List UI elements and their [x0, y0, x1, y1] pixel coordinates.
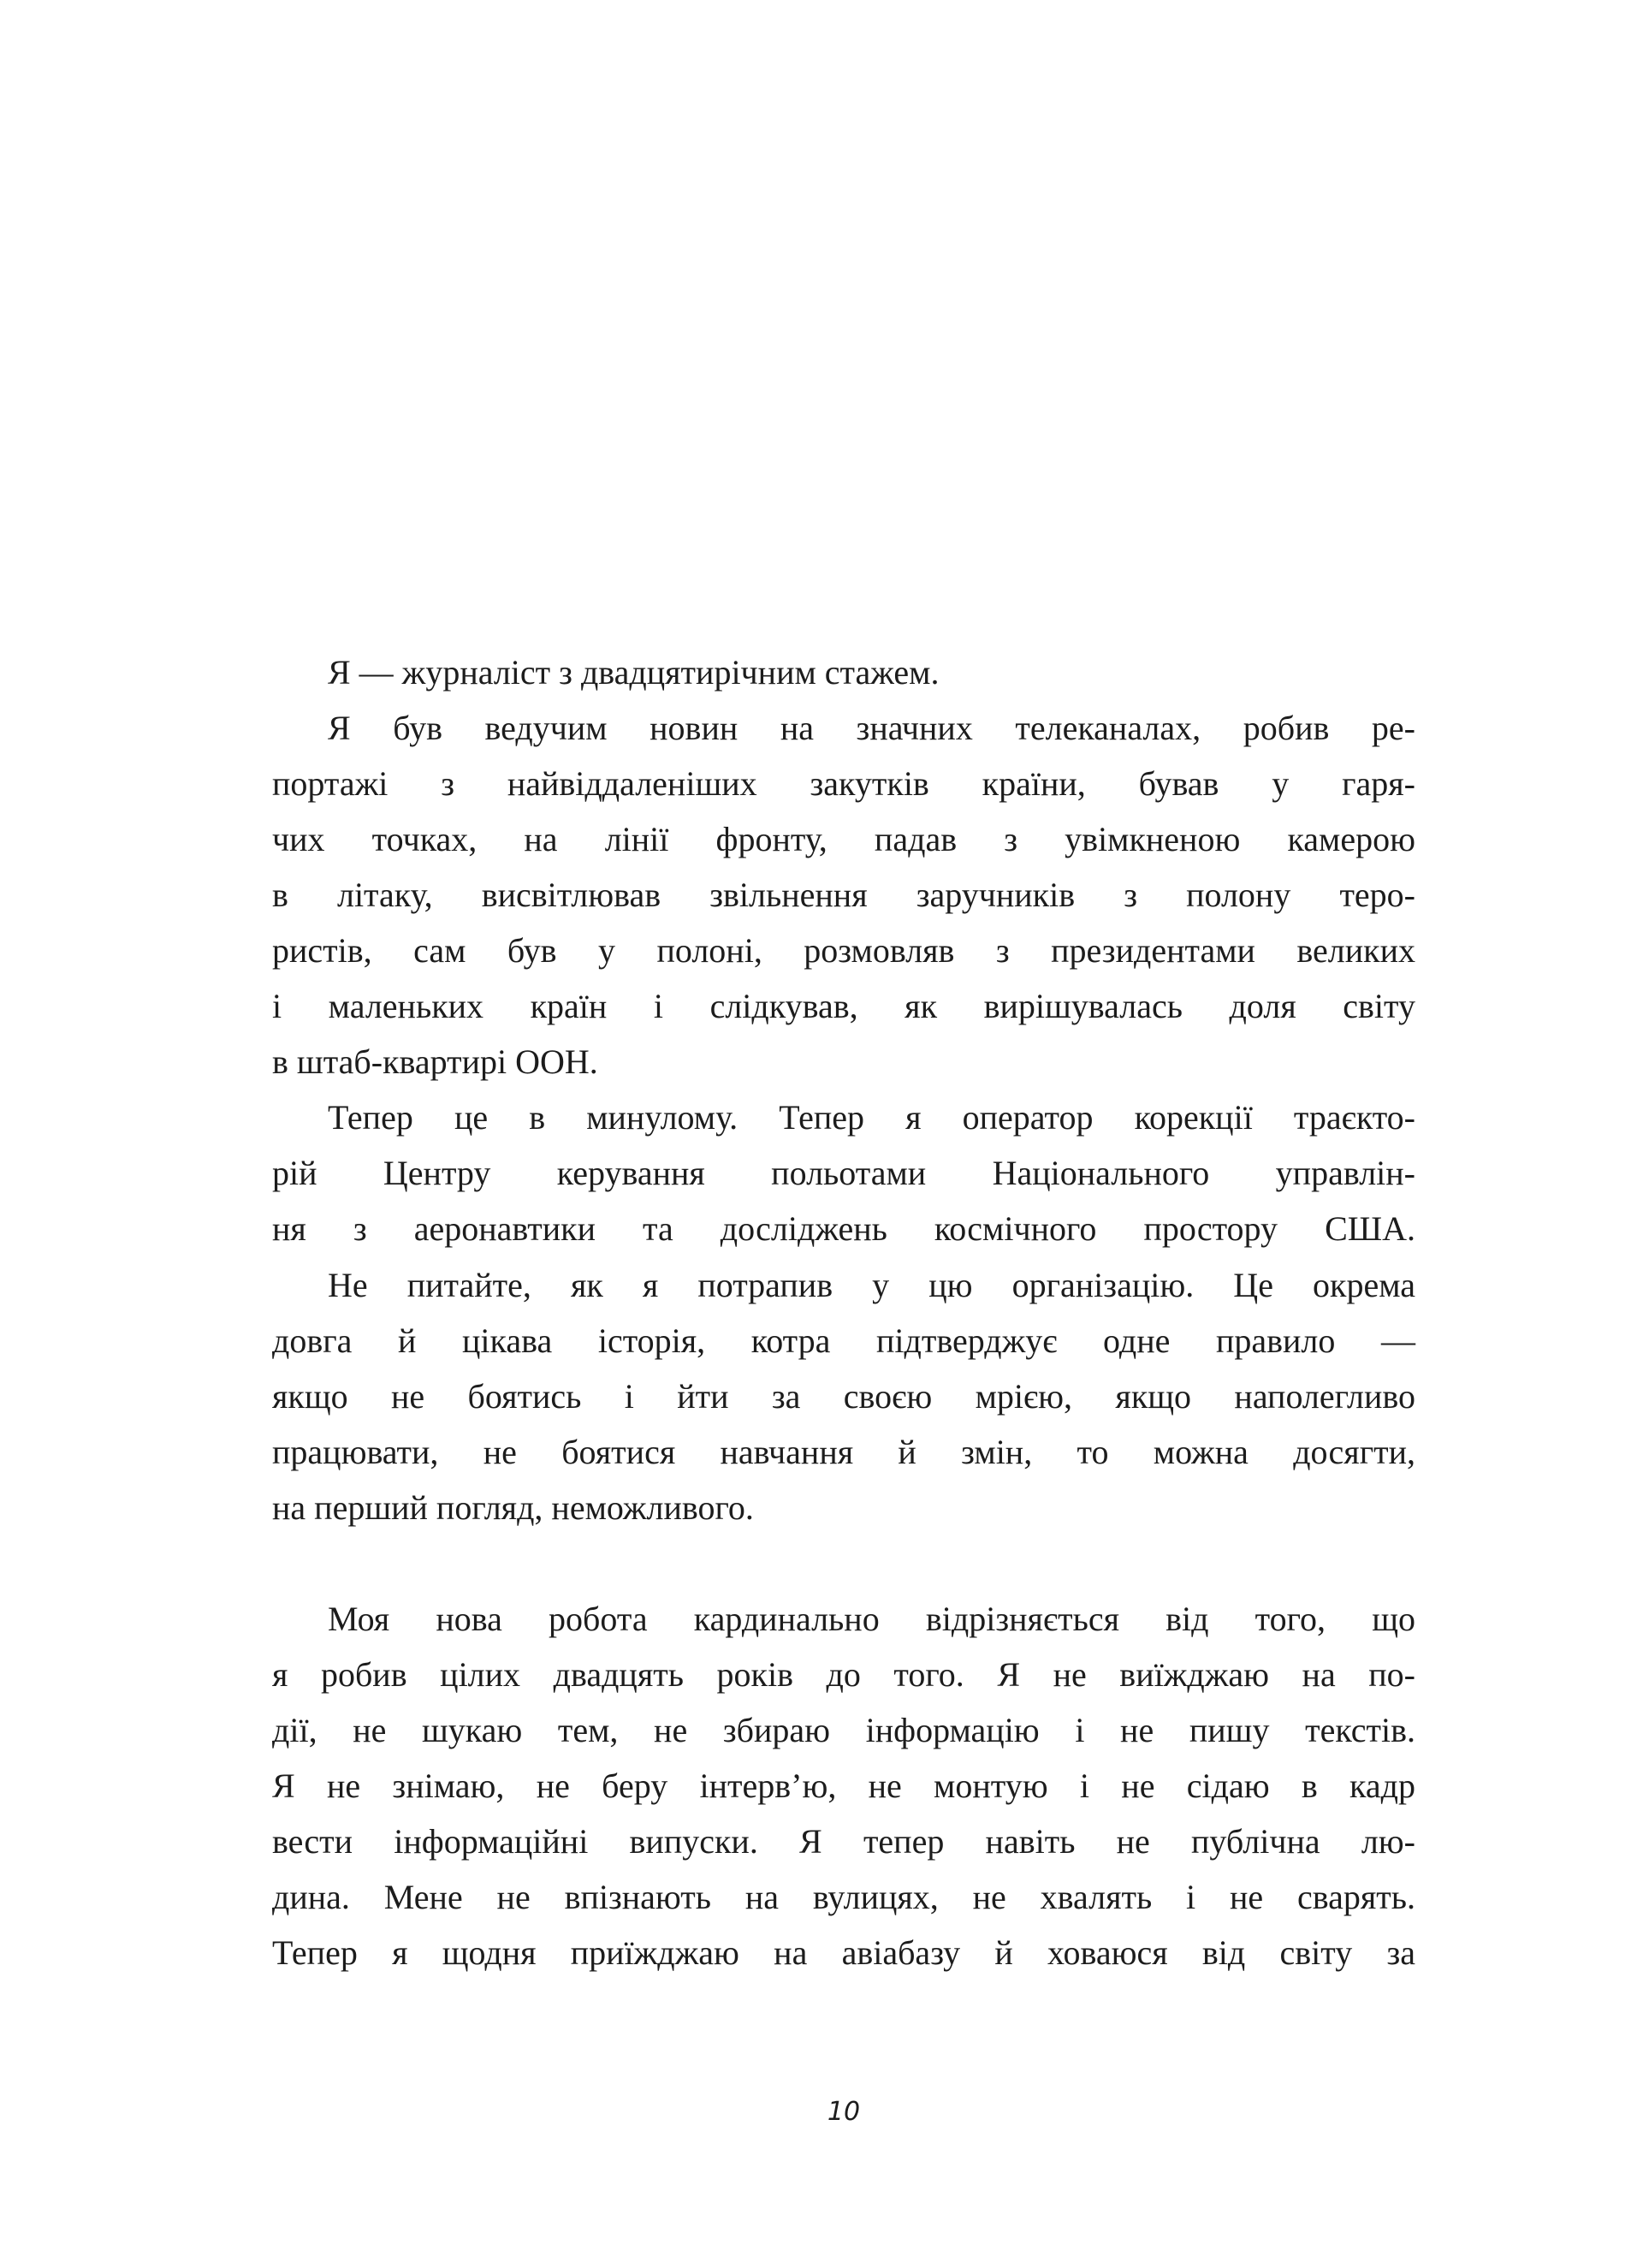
paragraph-1: [272, 644, 1415, 700]
text-line: ристів, сам був у полоні, розмовляв з президентами великих: [272, 931, 1415, 971]
text-line: вести інформаційні випуски. Я тепер навіть не публічна лю-: [272, 1821, 1415, 1861]
text-line: на перший погляд, неможливого.: [272, 1487, 754, 1527]
body-text: [272, 644, 1415, 1980]
text-line: Моя нова робота кардинально відрізняється від того, що: [328, 1599, 1415, 1638]
section-break: [272, 1535, 1415, 1591]
paragraph-2: [272, 700, 1415, 1089]
text-line: Тепер це в минулому. Тепер я оператор корекції траєкто-: [328, 1098, 1415, 1137]
paragraph-4: [272, 1257, 1415, 1535]
text-line: і маленьких країн і слідкував, як вирішувалась доля світу: [272, 987, 1415, 1026]
text-line: в штаб-квартирі ООН.: [272, 1042, 598, 1082]
text-line: дина. Мене не впізнають на вулицях, не хвалять і не сварять.: [272, 1878, 1415, 1917]
text-line: Не питайте, як я потрапив у цю організацію. Це окрема: [328, 1265, 1415, 1304]
text-line: чих точках, на лінії фронту, падав з увімкненою камерою: [272, 820, 1415, 859]
text-line: в літаку, висвітлював звільнення заручників з полону теро-: [272, 876, 1415, 915]
text-line: ня з аеронавтики та досліджень космічного простору США.: [272, 1209, 1415, 1249]
text-line: Я — журналіст з двадцятирічним стажем.: [328, 653, 940, 692]
text-line: якщо не боятись і йти за своєю мрією, якщо наполегливо: [272, 1376, 1415, 1416]
text-line: портажі з найвіддаленіших закутків країни, бував у гаря-: [272, 764, 1415, 804]
text-line: я робив цілих двадцять років до того. Я не виїжджаю на по-: [272, 1654, 1415, 1694]
text-line: довга й цікава історія, котра підтверджує одне правило —: [272, 1321, 1415, 1360]
text-line: дії, не шукаю тем, не збираю інформацію і не пишу текстів.: [272, 1710, 1415, 1749]
text-line: рій Центру керування польотами Національного управлін-: [272, 1154, 1415, 1193]
text-line: Я був ведучим новин на значних телеканалах, робив ре-: [328, 709, 1415, 748]
paragraph-3: [272, 1089, 1415, 1256]
text-line: працювати, не боятися навчання й змін, то можна досягти,: [272, 1432, 1415, 1471]
page-number: 10: [827, 2097, 861, 2127]
text-line: Тепер я щодня приїжджаю на авіабазу й ховаюся від світу за: [272, 1933, 1415, 1973]
text-line: Я не знімаю, не беру інтерв’ю, не монтую і не сідаю в кадр: [272, 1766, 1415, 1805]
paragraph-5: [272, 1591, 1415, 1980]
